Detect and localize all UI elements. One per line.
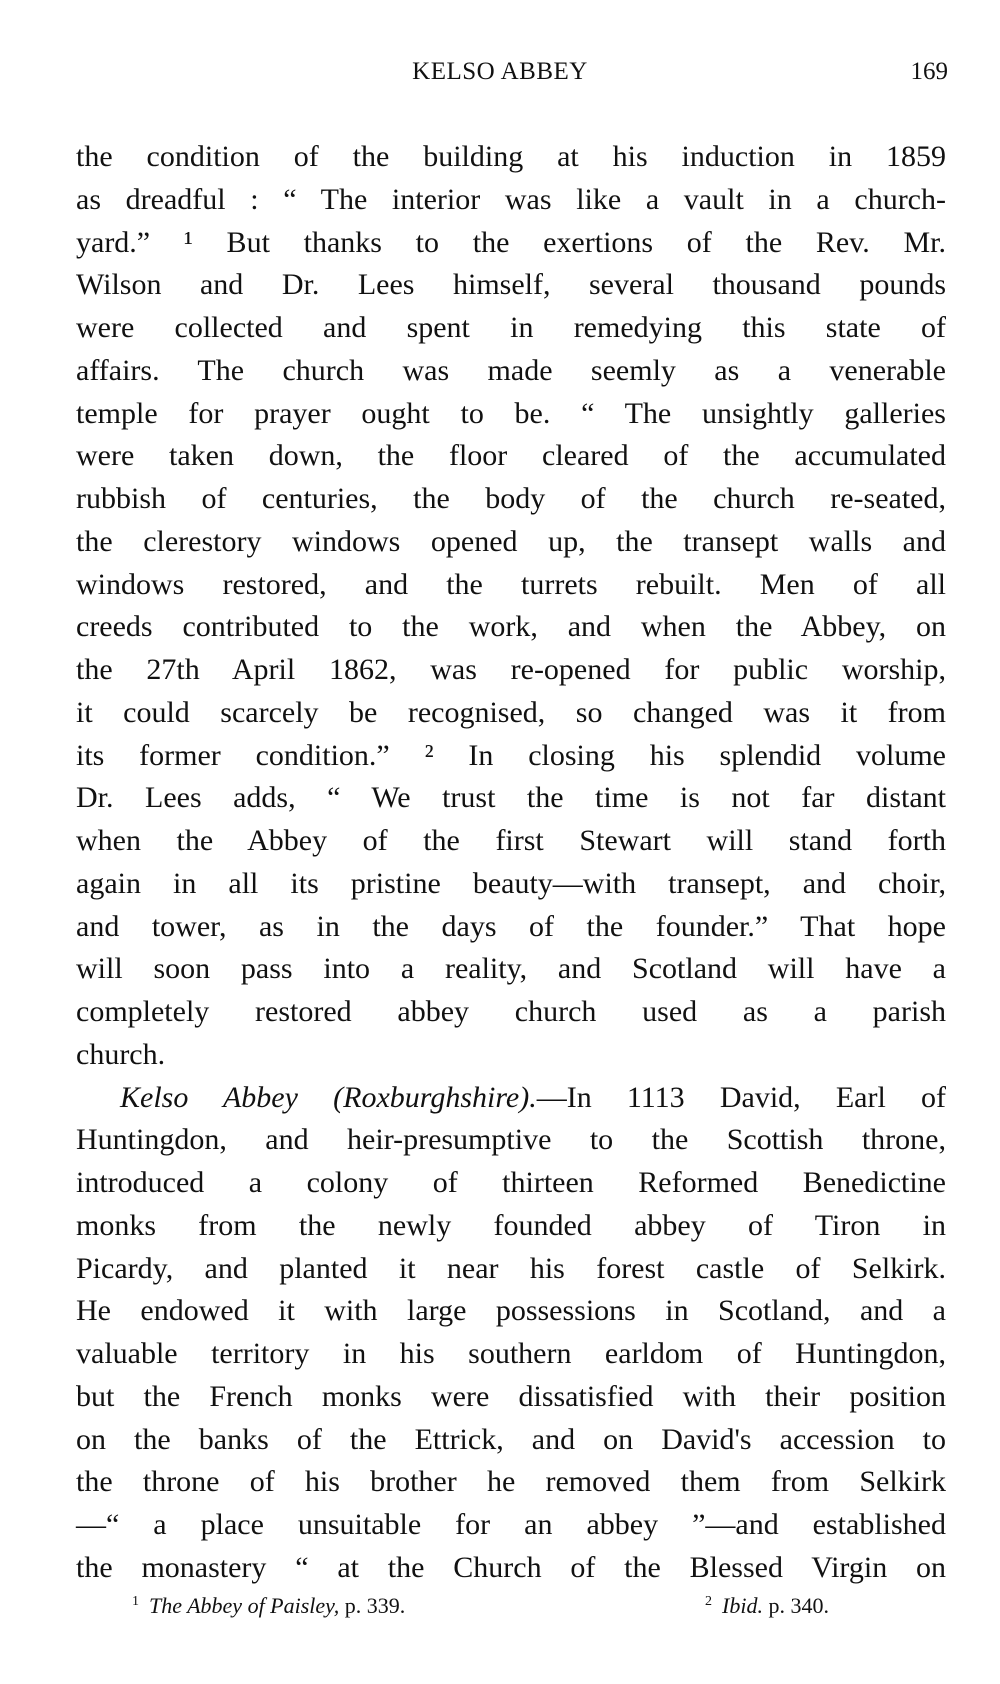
text-line (76, 1162, 946, 1205)
text-line-content: the clerestory windows opened up, the transept walls and (76, 524, 946, 558)
text-line (76, 1419, 946, 1462)
footnote-title: The Abbey of Paisley, (149, 1593, 340, 1618)
text-line (76, 136, 946, 179)
text-line (76, 350, 946, 393)
text-line-content: monks from the newly founded abbey of Tiron in (76, 1208, 946, 1242)
text-line (76, 478, 946, 521)
text-line (76, 606, 946, 649)
text-line (76, 307, 946, 350)
text-line-content: were taken down, the floor cleared of the accumulated (76, 439, 946, 473)
text-line-content: it could scarcely be recognised, so changed was it from (76, 695, 946, 729)
text-line (76, 1376, 946, 1419)
running-header (0, 58, 1000, 92)
text-line (76, 1205, 946, 1248)
text-line-content: affairs. The church was made seemly as a venerable (76, 353, 946, 387)
text-line (76, 564, 946, 607)
text-line-content: as dreadful : “ The interior was like a vault in a church- (76, 182, 946, 216)
text-line-content: church. (76, 1037, 166, 1071)
footnote-ref: p. 339. (339, 1593, 406, 1618)
text-line (76, 1248, 946, 1291)
footnote-mark: 1 (132, 1594, 139, 1609)
text-line-content: on the banks of the Ettrick, and on David's accession to (76, 1422, 946, 1456)
text-line-rest: —In 1113 David, Earl of (536, 1080, 946, 1114)
text-line (76, 777, 946, 820)
text-line-content: the throne of his brother he removed them from Selkirk (76, 1465, 946, 1499)
text-line-content: the condition of the building at his induction in 1859 (76, 140, 946, 173)
text-line-content: valuable territory in his southern earldom of Huntingdon, (76, 1337, 946, 1370)
text-line-content: introduced a colony of thirteen Reformed Benedictine (76, 1166, 946, 1199)
text-line-content: windows restored, and the turrets rebuilt. Men of all (76, 567, 946, 601)
text-line-content: —“ a place unsuitable for an abbey ”—and established (76, 1508, 946, 1541)
text-line-content: when the Abbey of the first Stewart will stand forth (76, 824, 946, 857)
text-line (76, 222, 946, 265)
text-line (76, 435, 946, 478)
text-line (76, 863, 946, 906)
text-line-content: rubbish of centuries, the body of the church re-seated, (76, 482, 946, 515)
text-line-content: creeds contributed to the work, and when the Abbey, on (76, 610, 946, 644)
text-line (76, 1034, 946, 1077)
text-line (76, 1333, 946, 1376)
footnote-2 (705, 1593, 829, 1619)
text-line (76, 393, 946, 436)
text-line-content: temple for prayer ought to be. “ The unsightly galleries (76, 396, 946, 430)
text-line (76, 1504, 946, 1547)
footnote-title: Ibid. (722, 1593, 763, 1618)
text-line-content: again in all its pristine beauty—with transept, and choir, (76, 866, 946, 900)
text-line (76, 649, 946, 692)
page-number: 169 (910, 58, 948, 85)
text-line-content: were collected and spent in remedying this state of (76, 311, 946, 344)
text-line-content: He endowed it with large possessions in Scotland, and a (76, 1294, 946, 1328)
text-line-content: Dr. Lees adds, “ We trust the time is not far distant (76, 781, 946, 815)
section-heading-italic: Kelso Abbey (Roxburghshire). (120, 1080, 537, 1114)
footnote-ref: p. 340. (762, 1593, 829, 1618)
text-line-content: and tower, as in the days of the founder.” That hope (76, 909, 946, 943)
text-line-content: yard.” ¹ But thanks to the exertions of the Rev. Mr. (76, 225, 946, 259)
paragraph-2 (76, 1077, 946, 1590)
text-line (76, 264, 946, 307)
text-line (76, 1461, 946, 1504)
paragraph-1 (76, 136, 946, 1077)
text-line (76, 735, 946, 778)
running-title: KELSO ABBEY (412, 58, 588, 85)
text-line (76, 906, 946, 949)
text-line (76, 179, 946, 222)
text-line-content: the monastery “ at the Church of the Blessed Virgin on (76, 1550, 946, 1584)
footnote-1 (132, 1593, 405, 1619)
text-line (76, 1119, 946, 1162)
text-line (76, 820, 946, 863)
text-line (76, 948, 946, 991)
text-line-content: Picardy, and planted it near his forest castle of Selkirk. (76, 1251, 946, 1285)
text-line-content: completely restored abbey church used as a parish (76, 995, 946, 1028)
text-line-content: but the French monks were dissatisfied with their position (76, 1379, 946, 1413)
text-line (76, 1290, 946, 1333)
text-line (76, 1547, 946, 1590)
text-line-content: the 27th April 1862, was re-opened for public worship, (76, 653, 946, 686)
footnote-mark: 2 (705, 1594, 712, 1609)
text-line (76, 991, 946, 1034)
text-line-content: Wilson and Dr. Lees himself, several thousand pounds (76, 268, 946, 302)
text-line-content: Huntingdon, and heir-presumptive to the Scottish throne, (76, 1123, 946, 1157)
text-line-content: will soon pass into a reality, and Scotland will have a (76, 952, 946, 986)
page-body (76, 136, 946, 1590)
text-line-content: its former condition.” ² In closing his splendid volume (76, 738, 946, 772)
text-line (76, 1077, 946, 1120)
text-line (76, 692, 946, 735)
text-line (76, 521, 946, 564)
